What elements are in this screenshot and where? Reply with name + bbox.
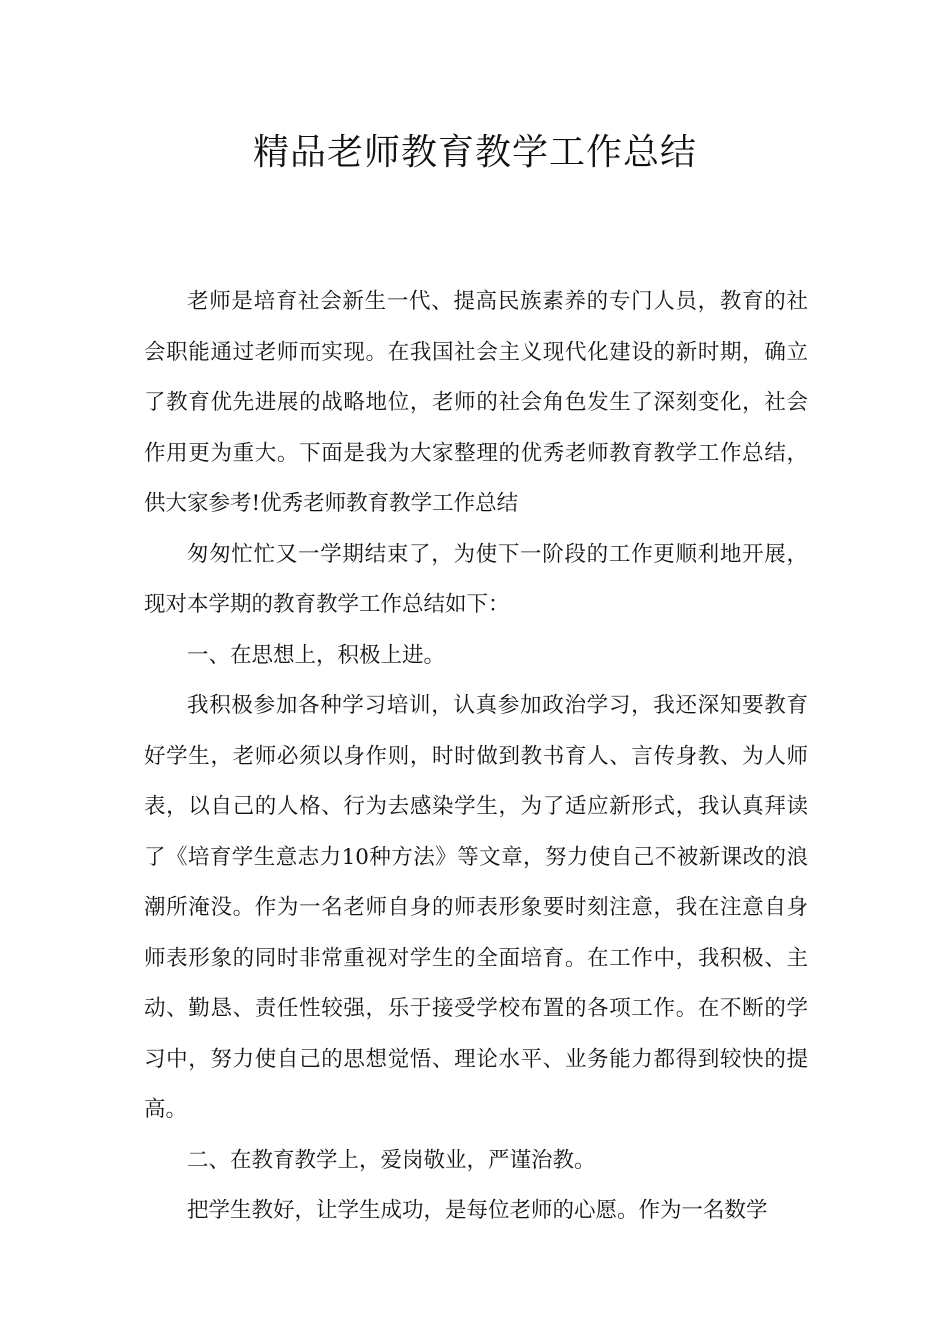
document-title: 精品老师教育教学工作总结 — [252, 132, 697, 173]
paragraph-intro: 老师是培育社会新生一代、提高民族素养的专门人员，教育的社会职能通过老师而实现。在我国社会主义现代化建设的新时期，确立了教育优先进展的战略地位，老师的社会角色发生了深刻变化，社会作用更为重大。下面是我为大家整理的优秀老师教育教学工作总结，供大家参考!优秀老师教育教学工作总结 — [144, 289, 808, 516]
section-heading-thought: 一、在思想上，积极上进。 — [187, 642, 446, 668]
paragraph-thought: 我积极参加各种学习培训，认真参加政治学习，我还深知要教育好学生，老师必须以身作则，时时做到教书育人、言传身教、为人师表，以自己的人格、行为去感染学生，为了适应新形式，我认真拜读了《培育学生意志力10种方法》等文章，努力使自己不被新课改的浪潮所淹没。作为一名老师自身的师表形象要时刻注意，我在注意自身师表形象的同时非常重视对学生的全面培育。在工作中，我积极、主动、勤恳、责任性较强，乐于接受学校布置的各项工作。在不断的学习中，努力使自己的思想觉悟、理论水平、业务能力都得到较快的提高。 — [144, 693, 808, 1122]
document-body — [144, 277, 808, 1237]
paragraph-opening: 匆匆忙忙又一学期结束了，为使下一阶段的工作更顺利地开展，现对本学期的教育教学工作总结如下： — [144, 541, 808, 617]
paragraph-teaching: 把学生教好，让学生成功，是每位老师的心愿。作为一名数学 — [187, 1198, 768, 1223]
section-heading-teaching: 二、在教育教学上，爱岗敬业，严谨治教。 — [187, 1147, 596, 1173]
